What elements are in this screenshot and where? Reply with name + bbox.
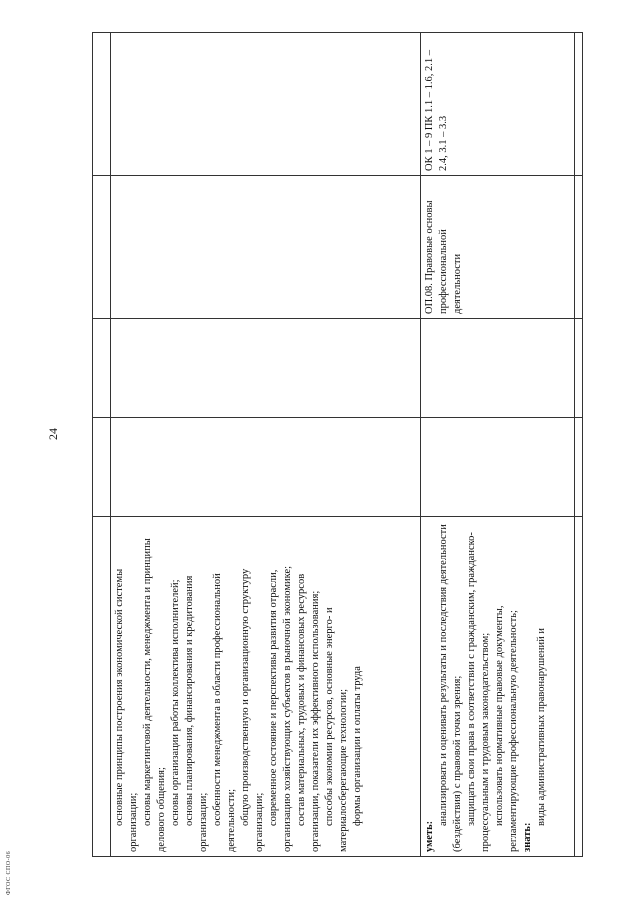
know-item: способы экономии ресурсов, основные энерго- и материалосберегающие технологии; [324, 607, 349, 852]
skill-item: анализировать и оценивать результаты и последствия деятельности (бездействия) с правовой точки зрения; [438, 524, 463, 852]
know-item: формы организации и оплаты труда [352, 666, 363, 826]
know-item: основы планирования, финансирования и кредитования организации; [184, 575, 209, 852]
table-cell [93, 319, 111, 418]
knowledge-item: виды административных правонарушений и [536, 628, 547, 826]
knowledge-heading: знать: [522, 822, 533, 852]
discipline-cell [421, 176, 575, 319]
know-item: состав материальных, трудовых и финансовых ресурсов организации, показатели их эффективного использования; [296, 573, 321, 852]
know-item: основы организации работы коллектива исполнителей; [170, 579, 181, 826]
page-number: 24 [46, 428, 60, 440]
table-row [93, 33, 111, 857]
competencies-cell [421, 33, 575, 176]
table-cell [93, 176, 111, 319]
discipline-name: ОП.08. Правовые основы профессиональной деятельности [424, 200, 463, 314]
footer-code: ФГОС СПО-06 [6, 850, 12, 895]
table-cell [93, 517, 111, 857]
competencies: ОК 1 – 9 ПК 1.1 – 1.6, 2.1 – 2.4, 3.1 – 3.3 [424, 49, 449, 171]
know-item: основы маркетинговой деятельности, менеджмента и принципы делового общения; [142, 538, 167, 852]
discipline-row [420, 33, 575, 857]
skill-item: использовать нормативные правовые документы, регламентирующие профессиональную деятельность; [494, 605, 519, 852]
know-item: современное состояние и перспективы развития отрасли, организацию хозяйствующих субъектов в рыночной экономике; [268, 565, 293, 852]
empty-cell [421, 319, 575, 418]
table-cell [93, 33, 111, 176]
skills-cell [421, 517, 575, 857]
know-item: общую производственную и организационную структуру организации; [240, 568, 265, 852]
empty-cell [421, 418, 575, 517]
table-cell [93, 418, 111, 517]
skills-heading: уметь: [424, 820, 435, 852]
skill-item: защищать свои права в соответствии с гражданским, гражданско-процессуальным и трудовым законодательством; [466, 532, 491, 852]
know-item: основные принципы построения экономической системы организации; [114, 568, 139, 852]
know-item: особенности менеджмента в области профессиональной деятельности; [212, 573, 237, 852]
